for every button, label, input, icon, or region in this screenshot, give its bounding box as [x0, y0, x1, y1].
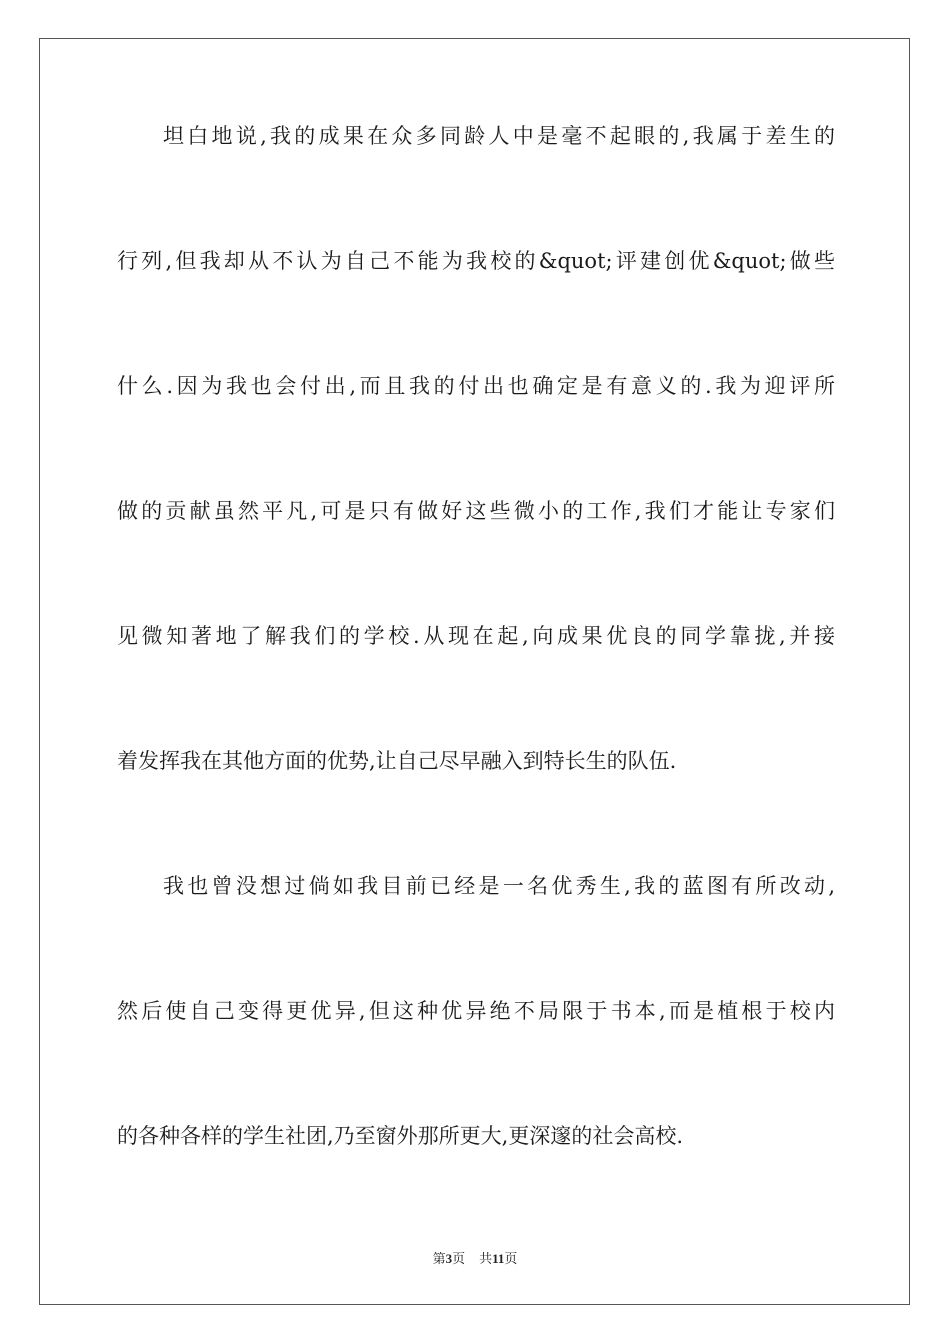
- paragraph-2-line-1: 我也曾没想过倘如我目前已经是一名优秀生,我的蓝图有所改动,: [163, 874, 835, 898]
- page-label-suffix: 页: [452, 1251, 466, 1266]
- paragraph-2-line-2: 然后使自己变得更优异,但这种优异绝不局限于书本,而是植根于校内: [117, 999, 835, 1023]
- paragraph-1-line-5: 见微知著地了解我们的学校.从现在起,向成果优良的同学靠拢,并接: [117, 624, 835, 648]
- paragraph-1-line-6: 着发挥我在其他方面的优势,让自己尽早融入到特长生的队伍.: [117, 749, 677, 773]
- paragraph-1-line-2: 行列,但我却从不认为自己不能为我校的&quot;评建创优&quot;做些: [117, 249, 835, 273]
- total-label-prefix: 共: [479, 1251, 493, 1266]
- page-label-prefix: 第: [432, 1251, 446, 1266]
- page-footer: [0, 1248, 950, 1267]
- page-border: [39, 38, 910, 1305]
- total-label-suffix: 页: [504, 1251, 518, 1266]
- page-number: 3: [445, 1251, 453, 1266]
- paragraph-2-line-3: 的各种各样的学生社团,乃至窗外那所更大,更深邃的社会高校.: [117, 1124, 684, 1148]
- total-pages: 11: [492, 1251, 505, 1266]
- paragraph-1-line-3: 什么.因为我也会付出,而且我的付出也确定是有意义的.我为迎评所: [117, 374, 835, 398]
- paragraph-1-line-4: 做的贡献虽然平凡,可是只有做好这些微小的工作,我们才能让专家们: [117, 499, 835, 523]
- paragraph-1-line-1: 坦白地说,我的成果在众多同龄人中是毫不起眼的,我属于差生的: [163, 124, 835, 148]
